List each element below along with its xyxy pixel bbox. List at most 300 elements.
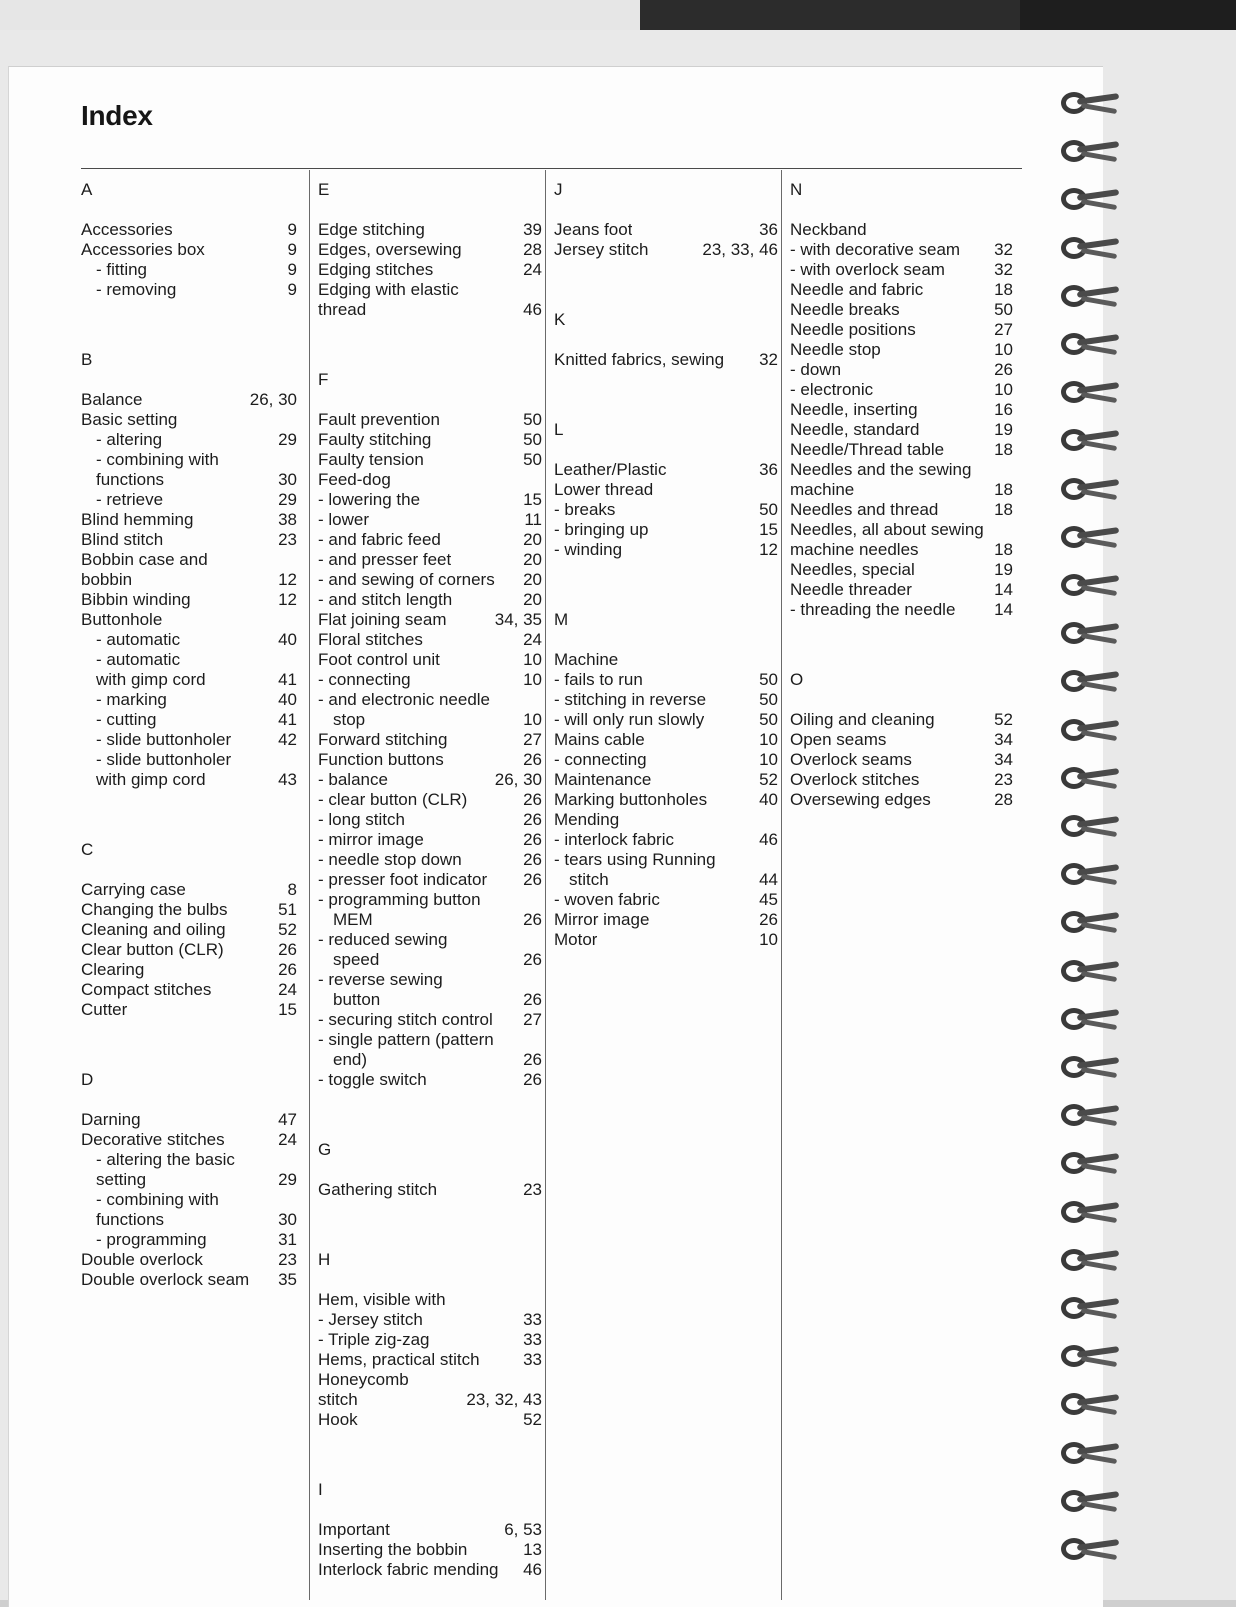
entry-page: 10	[994, 340, 1013, 359]
section-letter: B	[81, 350, 93, 369]
entry-page: 26	[523, 830, 542, 849]
section-gap	[554, 560, 778, 600]
entry-page: 43	[278, 770, 297, 789]
entry-page: 26	[994, 360, 1013, 379]
index-entry	[318, 990, 542, 1010]
entry-term: Double overlock	[81, 1250, 203, 1269]
index-entry	[790, 380, 1013, 400]
entry-term: Overlock stitches	[790, 770, 920, 789]
section-letter: A	[81, 180, 93, 199]
index-entry	[554, 930, 778, 950]
index-entry	[318, 910, 542, 930]
section-gap	[554, 260, 778, 300]
entry-term: Feed-dog	[318, 470, 391, 489]
spiral-coil	[1055, 281, 1119, 311]
entry-page: 30	[278, 470, 297, 489]
entry-term: Bibbin winding	[81, 590, 191, 609]
entry-page: 34, 35	[494, 610, 542, 629]
entry-page: 45	[759, 890, 778, 909]
index-entry	[318, 280, 542, 300]
entry-term: - reduced sewing	[318, 930, 448, 949]
entry-page: 26, 30	[494, 770, 542, 789]
entry-page: 10	[759, 750, 778, 769]
spiral-coil	[1055, 763, 1119, 793]
entry-page: 19	[994, 420, 1013, 439]
index-entry	[318, 530, 542, 550]
spiral-coil	[1055, 1245, 1119, 1275]
entry-term: Cleaning and oiling	[81, 920, 226, 939]
index-entry	[790, 500, 1013, 520]
section-gap	[318, 320, 542, 360]
index-entry	[81, 900, 297, 920]
entry-page: 33	[523, 1330, 542, 1349]
index-entry	[554, 710, 778, 730]
entry-page	[1009, 220, 1013, 240]
entry-page: 12	[278, 570, 297, 589]
entry-term: Edges, oversewing	[318, 240, 462, 259]
index-entry	[318, 410, 542, 430]
entry-page: 10	[523, 710, 542, 729]
entry-page	[293, 1150, 297, 1170]
coil-wire	[1081, 826, 1117, 837]
entry-term: Overlock seams	[790, 750, 912, 769]
spiral-coil	[1055, 666, 1119, 696]
entry-term: - altering the basic	[96, 1150, 235, 1169]
index-entry	[790, 440, 1013, 460]
entry-page: 11	[524, 510, 542, 529]
entry-page: 23	[278, 530, 297, 549]
entry-term: - presser foot indicator	[318, 870, 488, 889]
spiral-coil	[1055, 474, 1119, 504]
coil-wire	[1081, 248, 1117, 259]
index-entry	[318, 710, 542, 730]
entry-term: Needles, all about sewing	[790, 520, 984, 539]
section-letter: C	[81, 840, 94, 859]
index-entry	[81, 530, 297, 550]
entry-term: - clear button (CLR)	[318, 790, 468, 809]
index-entry	[81, 1190, 297, 1210]
entry-term: - combining with	[96, 450, 219, 469]
index-entry	[790, 580, 1013, 600]
entry-term: setting	[96, 1170, 147, 1189]
entry-page: 51	[278, 900, 297, 919]
entry-term: Mirror image	[554, 910, 650, 929]
entry-page: 52	[523, 1410, 542, 1429]
entry-page: 52	[278, 920, 297, 939]
entry-page: 15	[523, 490, 542, 509]
spiral-coil	[1055, 425, 1119, 455]
entry-term: Foot control unit	[318, 650, 440, 669]
index-column-3	[545, 170, 778, 1600]
entry-term: Jersey stitch	[554, 240, 649, 259]
section-letter: L	[554, 420, 564, 439]
spiral-coil	[1055, 811, 1119, 841]
index-entry	[554, 890, 778, 910]
entry-term: Needle, standard	[790, 420, 920, 439]
index-entry	[790, 790, 1013, 810]
entry-term: Blind hemming	[81, 510, 194, 529]
index-entry	[790, 260, 1013, 280]
section-gap	[81, 300, 297, 340]
entry-term: - automatic	[96, 650, 181, 669]
entry-term: Neckband	[790, 220, 867, 239]
entry-term: Needles, special	[790, 560, 915, 579]
entry-page: 27	[523, 730, 542, 749]
entry-term: Edging stitches	[318, 260, 434, 279]
index-entry	[81, 490, 297, 510]
entry-term: - slide buttonholer	[96, 750, 232, 769]
section-letter: E	[318, 180, 330, 199]
entry-term: Needles and the sewing	[790, 460, 972, 479]
index-entry	[318, 1520, 542, 1540]
index-entry	[318, 1540, 542, 1560]
spiral-coil	[1055, 570, 1119, 600]
entry-term: Changing the bulbs	[81, 900, 228, 919]
entry-page: 27	[523, 1010, 542, 1029]
index-entry	[318, 240, 542, 260]
entry-page: 50	[523, 430, 542, 449]
index-entry	[81, 1110, 297, 1130]
entry-page: 16	[994, 400, 1013, 419]
entry-page: 50	[759, 500, 778, 519]
entry-term: MEM	[333, 910, 373, 929]
entry-term: - balance	[318, 770, 388, 789]
entry-page: 35	[278, 1270, 297, 1289]
section-letter: N	[790, 180, 803, 199]
index-entry	[81, 770, 297, 790]
entry-page: 44	[759, 870, 778, 889]
spiral-coil	[1055, 1052, 1119, 1082]
coil-wire	[1081, 1067, 1117, 1078]
entry-page: 29	[278, 490, 297, 509]
entry-page: 9	[287, 220, 297, 239]
entry-term: - lowering the	[318, 490, 421, 509]
index-entry	[81, 650, 297, 670]
entry-page: 9	[287, 280, 297, 299]
entry-term: - needle stop down	[318, 850, 462, 869]
entry-term: - single pattern (pattern	[318, 1030, 494, 1049]
entry-page: 20	[523, 530, 542, 549]
index-entry	[318, 1030, 542, 1050]
entry-term: with gimp cord	[96, 770, 206, 789]
index-entry	[81, 1130, 297, 1150]
index-entry	[554, 650, 778, 670]
index-entry	[318, 730, 542, 750]
entry-page: 52	[994, 710, 1013, 729]
index-entry	[318, 220, 542, 240]
index-entry	[318, 1410, 542, 1430]
index-entry	[318, 1050, 542, 1070]
entry-page: 18	[994, 480, 1013, 499]
coil-wire	[1081, 1501, 1117, 1512]
entry-page: 10	[523, 670, 542, 689]
entry-term: - threading the needle	[790, 600, 956, 619]
entry-page: 41	[278, 670, 297, 689]
coil-wire	[1081, 1115, 1117, 1126]
entry-page: 50	[523, 450, 542, 469]
entry-page: 26	[523, 1050, 542, 1069]
coil-wire	[1081, 103, 1117, 114]
entry-page	[293, 410, 297, 430]
section-letter: M	[554, 610, 569, 629]
entry-page: 26	[523, 810, 542, 829]
index-entry	[318, 550, 542, 570]
entry-page: 23, 33, 46	[702, 240, 778, 259]
entry-term: - stitching in reverse	[554, 690, 707, 709]
entry-page: 18	[994, 500, 1013, 519]
coil-wire	[1081, 1308, 1117, 1319]
coil-wire	[1081, 971, 1117, 982]
entry-term: Flat joining seam	[318, 610, 447, 629]
index-entry	[318, 670, 542, 690]
entry-term: bobbin	[81, 570, 133, 589]
index-entry	[81, 940, 297, 960]
index-entry	[318, 450, 542, 470]
entry-term: Open seams	[790, 730, 887, 749]
index-entry	[554, 670, 778, 690]
index-entry	[81, 1270, 297, 1290]
spiral-coil	[1055, 329, 1119, 359]
entry-page	[538, 470, 542, 490]
entry-page: 10	[759, 930, 778, 949]
entry-page: 26	[523, 850, 542, 869]
coil-wire	[1081, 681, 1117, 692]
index-entry	[790, 480, 1013, 500]
entry-page: 23	[523, 1180, 542, 1199]
section-letter: K	[554, 310, 566, 329]
entry-page: 33	[523, 1310, 542, 1329]
index-entry	[318, 570, 542, 590]
entry-page	[1009, 520, 1013, 540]
entry-term: Important	[318, 1520, 390, 1539]
index-entry	[318, 300, 542, 320]
section-letter: I	[318, 1480, 323, 1499]
entry-term: - removing	[96, 280, 177, 299]
entry-page	[293, 550, 297, 570]
entry-page	[774, 650, 778, 670]
index-entry	[81, 630, 297, 650]
spiral-coil	[1055, 956, 1119, 986]
entry-page: 52	[759, 770, 778, 789]
entry-term: - programming	[96, 1230, 207, 1249]
entry-page	[538, 1030, 542, 1050]
index-entry	[554, 500, 778, 520]
entry-page: 24	[523, 630, 542, 649]
section-letter: D	[81, 1070, 94, 1089]
index-entry	[81, 590, 297, 610]
entry-page: 26	[523, 750, 542, 769]
entry-term: Mains cable	[554, 730, 645, 749]
coil-wire	[1081, 440, 1117, 451]
index-entry	[81, 240, 297, 260]
index-entry	[318, 490, 542, 510]
index-entry	[790, 340, 1013, 360]
entry-term: - automatic	[96, 630, 181, 649]
entry-page: 46	[523, 1560, 542, 1579]
index-entry	[318, 590, 542, 610]
entry-term: Accessories box	[81, 240, 205, 259]
entry-page: 14	[994, 600, 1013, 619]
page-title: Index	[81, 100, 153, 131]
entry-term: Interlock fabric mending	[318, 1560, 499, 1579]
index-entry	[318, 650, 542, 670]
entry-term: Lower thread	[554, 480, 654, 499]
index-entry	[318, 890, 542, 910]
entry-term: Honeycomb	[318, 1370, 409, 1389]
index-entry	[81, 880, 297, 900]
entry-page: 24	[278, 980, 297, 999]
index-entry	[81, 450, 297, 470]
index-entry	[81, 960, 297, 980]
index-entry	[318, 610, 542, 630]
entry-page: 38	[278, 510, 297, 529]
entry-term: Needles and thread	[790, 500, 939, 519]
coil-wire	[1081, 730, 1117, 741]
spiral-coil	[1055, 88, 1119, 118]
entry-term: - interlock fabric	[554, 830, 674, 849]
index-entry	[81, 1170, 297, 1190]
entry-page: 46	[759, 830, 778, 849]
entry-page: 30	[278, 1210, 297, 1229]
entry-term: Machine	[554, 650, 619, 669]
entry-term: Buttonhole	[81, 610, 163, 629]
index-entry	[790, 460, 1013, 480]
entry-term: Needle positions	[790, 320, 916, 339]
index-entry	[81, 750, 297, 770]
spiral-binding	[1055, 88, 1125, 1588]
entry-page: 31	[278, 1230, 297, 1249]
entry-page	[538, 970, 542, 990]
entry-term: Marking buttonholes	[554, 790, 708, 809]
entry-term: - breaks	[554, 500, 616, 519]
entry-page: 36	[759, 460, 778, 479]
entry-term: Needle/Thread table	[790, 440, 945, 459]
entry-term: Basic setting	[81, 410, 178, 429]
entry-term: - long stitch	[318, 810, 405, 829]
entry-page: 15	[278, 1000, 297, 1019]
index-entry	[318, 810, 542, 830]
entry-page: 26	[759, 910, 778, 929]
entry-term: stop	[333, 710, 366, 729]
coil-wire	[1081, 199, 1117, 210]
entry-term: - connecting	[318, 670, 411, 689]
index-entry	[81, 980, 297, 1000]
coil-wire	[1081, 585, 1117, 596]
entry-page: 12	[759, 540, 778, 559]
entry-term: speed	[333, 950, 380, 969]
entry-page: 34	[994, 750, 1013, 769]
entry-page: 40	[278, 690, 297, 709]
entry-page: 26	[278, 960, 297, 979]
index-entry	[81, 410, 297, 430]
index-entry	[81, 610, 297, 630]
index-entry	[790, 540, 1013, 560]
entry-page: 9	[287, 260, 297, 279]
index-entry	[554, 240, 778, 260]
entry-page: 29	[278, 430, 297, 449]
entry-term: Needle, inserting	[790, 400, 918, 419]
index-column-2	[309, 170, 542, 1600]
coil-wire	[1081, 922, 1117, 933]
entry-page	[1009, 460, 1013, 480]
index-entry	[318, 430, 542, 450]
index-entry	[318, 830, 542, 850]
entry-term: button	[333, 990, 381, 1009]
entry-page: 18	[994, 280, 1013, 299]
entry-page: 15	[759, 520, 778, 539]
coil-wire	[1081, 1453, 1117, 1464]
entry-page: 47	[278, 1110, 297, 1129]
entry-page: 20	[523, 590, 542, 609]
coil-wire	[1081, 633, 1117, 644]
entry-term: Clearing	[81, 960, 145, 979]
entry-term: Hook	[318, 1410, 358, 1429]
entry-page: 32	[994, 260, 1013, 279]
section-gap	[554, 370, 778, 410]
entry-term: - securing stitch control	[318, 1010, 493, 1029]
entry-term: machine	[790, 480, 855, 499]
entry-page: 32	[759, 350, 778, 369]
index-column-4	[781, 170, 1013, 1600]
entry-term: Compact stitches	[81, 980, 212, 999]
section-gap	[318, 1430, 542, 1470]
entry-page	[293, 610, 297, 630]
entry-term: Accessories	[81, 220, 173, 239]
index-entry	[790, 420, 1013, 440]
entry-term: - and presser feet	[318, 550, 452, 569]
coil-wire	[1081, 537, 1117, 548]
entry-page: 18	[994, 540, 1013, 559]
coil-wire	[1081, 489, 1117, 500]
entry-term: Knitted fabrics, sewing	[554, 350, 725, 369]
entry-term: - reverse sewing	[318, 970, 443, 989]
entry-term: Carrying case	[81, 880, 186, 899]
spiral-coil	[1055, 1197, 1119, 1227]
entry-page: 10	[994, 380, 1013, 399]
index-entry	[790, 730, 1013, 750]
index-entry	[554, 690, 778, 710]
index-entry	[81, 430, 297, 450]
entry-term: - with overlock seam	[790, 260, 945, 279]
entry-page: 41	[278, 710, 297, 729]
index-entry	[318, 1070, 542, 1090]
entry-term: Leather/Plastic	[554, 460, 667, 479]
entry-term: Edging with elastic	[318, 280, 459, 299]
index-entry	[318, 930, 542, 950]
entry-page: 10	[759, 730, 778, 749]
entry-page: 24	[278, 1130, 297, 1149]
index-entry	[318, 1390, 542, 1410]
index-entry	[318, 630, 542, 650]
entry-term: functions	[96, 470, 165, 489]
entry-page: 39	[523, 220, 542, 239]
entry-page: 50	[523, 410, 542, 429]
index-entry	[554, 750, 778, 770]
entry-page: 33	[523, 1350, 542, 1369]
entry-term: Hem, visible with	[318, 1290, 446, 1309]
index-entry	[790, 300, 1013, 320]
index-entry	[790, 560, 1013, 580]
index-entry	[318, 1370, 542, 1390]
entry-term: Mending	[554, 810, 620, 829]
entry-page	[774, 810, 778, 830]
entry-term: - connecting	[554, 750, 647, 769]
index-entry	[790, 240, 1013, 260]
index-entry	[81, 390, 297, 410]
entry-page: 27	[994, 320, 1013, 339]
entry-page	[293, 750, 297, 770]
spiral-coil	[1055, 1389, 1119, 1419]
